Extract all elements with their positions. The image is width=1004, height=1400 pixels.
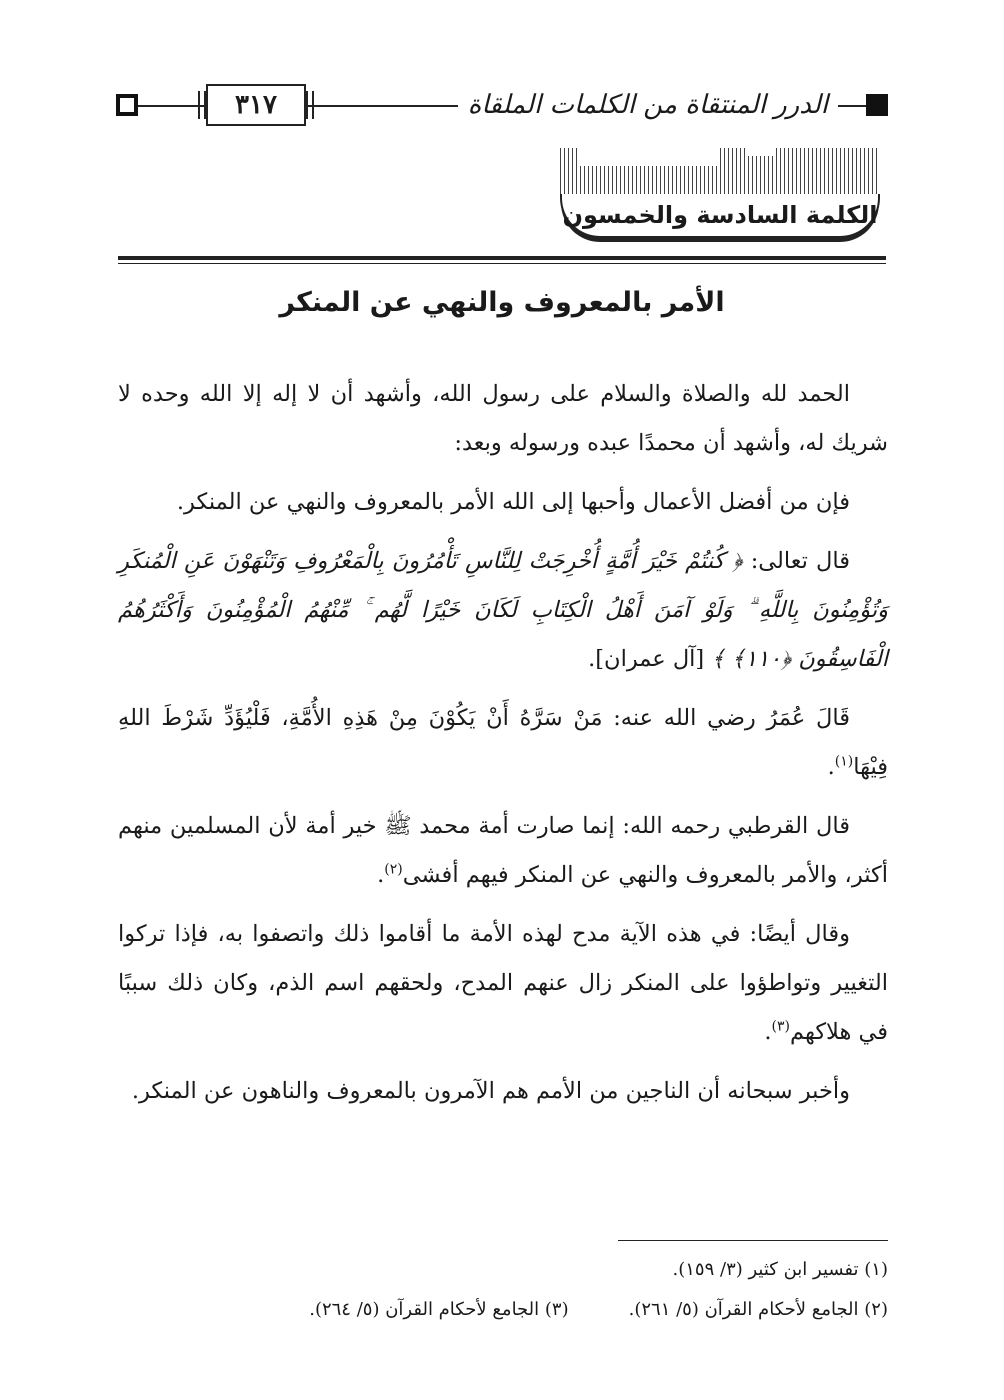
chapter-hatch-gap-2 [745,148,775,156]
paragraph-verse [118,537,888,684]
title-rule-thick [118,256,886,260]
verse-intro: قال تعالى: [742,548,850,574]
footnote-ref-2: (٢) [384,861,403,878]
footnote-row-1 [118,1250,888,1290]
footnote-1: (١) تفسير ابن كثير (٣/ ١٥٩). [672,1259,888,1280]
paragraph-opening: الحمد لله والصلاة والسلام على رسول الله، وأشهد أن لا إله إلا الله وحده لا شريك له، وأشهد أن محمدًا عبده ورسوله وبعد: [118,381,888,456]
paragraph-umar: قَالَ عُمَرُ رضي الله عنه: مَنْ سَرَّهُ أَنْ يَكُوْنَ مِنْ هَذِهِ الأُمَّةِ، فَلْيُؤَدِّ شَرْطَ اللهِ فِيْهَا$^{(١)}$. [118,705,888,780]
page-header [116,82,888,128]
quran-verse: ﴿ كُنتُمْ خَيْرَ أُمَّةٍ أُخْرِجَتْ لِلنَّاسِ تَأْمُرُونَ بِالْمَعْرُوفِ وَتَنْهَوْنَ عَنِ الْمُنكَرِ وَتُؤْمِنُونَ بِاللَّهِ ۗ وَلَوْ آمَنَ أَهْلُ الْكِتَابِ لَكَانَ خَيْرًا لَّهُم ۚ مِّنْهُمُ الْمُؤْمِنُونَ وَأَكْثَرُهُمُ الْفَاسِقُونَ ﴿١١٠﴾ ﴾ [118,548,888,672]
qurtubi-quote-2: وقال أيضًا: في هذه الآية مدح لهذه الأمة ما أقاموا ذلك واتصفوا به، فإذا تركوا التغيير وتواطؤوا على المنكر زال عنهم المدح، ولحقهم اسم الذم، وكان ذلك سببًا في هلاكهم [118,921,888,1045]
chapter-label: الكلمة السادسة والخمسون [560,194,880,238]
article-body [118,370,888,1126]
footnote-separator [618,1240,888,1241]
footnote-ref-1: (١) [834,753,854,770]
footnote-2: (٢) الجامع لأحكام القرآن (٥/ ٢٦١). [628,1299,888,1320]
paragraph-closing: وأخبر سبحانه أن الناجين من الأمم هم الآمرون بالمعروف والناهون عن المنكر. [131,1078,850,1104]
title-rule-thin [118,263,886,264]
qurtubi-quote: قال القرطبي رحمه الله: إنما صارت أمة محمد ﷺ خير أمة لأن المسلمين منهم أكثر، والأمر بالمعروف والنهي عن المنكر فيهم أفشى [118,813,888,888]
book-title: الدرر المنتقاة من الكلمات الملقاة [458,82,838,128]
header-square-left [116,94,138,116]
paragraph-qurtubi-2: وقال أيضًا: في هذه الآية مدح لهذه الأمة ما أقاموا ذلك واتصفوا به، فإذا تركوا التغيير وتواطؤوا على المنكر زال عنهم المدح، ولحقهم اسم الذم، وكان ذلك سببًا في هلاكهم$^{(٣)}$. [118,921,888,1045]
footnote-ref-3: (٣) [771,1018,790,1035]
paragraph-qurtubi: قال القرطبي رحمه الله: إنما صارت أمة محمد ﷺ خير أمة لأن المسلمين منهم أكثر، والأمر بالمعروف والنهي عن المنكر فيهم أفشى$^{(٢)}$. [118,813,888,888]
footnote-3: (٣) الجامع لأحكام القرآن (٥/ ٢٦٤). [309,1299,569,1320]
footnotes [118,1250,888,1330]
chapter-hatch-gap [580,148,720,166]
page-number: ٣١٧ [206,84,306,126]
footnote-row-2 [118,1290,888,1330]
chapter-banner [560,148,880,240]
verse-source: [آل عمران]. [588,646,712,672]
paragraph-intro: فإن من أفضل الأعمال وأحبها إلى الله الأمر بالمعروف والنهي عن المنكر. [176,489,850,515]
article-title: الأمر بالمعروف والنهي عن المنكر [279,287,725,318]
header-square-right [866,94,888,116]
umar-quote: قَالَ عُمَرُ رضي الله عنه: مَنْ سَرَّهُ أَنْ يَكُوْنَ مِنْ هَذِهِ الأُمَّةِ، فَلْيُؤَدِّ شَرْطَ اللهِ فِيْهَا [118,705,888,780]
